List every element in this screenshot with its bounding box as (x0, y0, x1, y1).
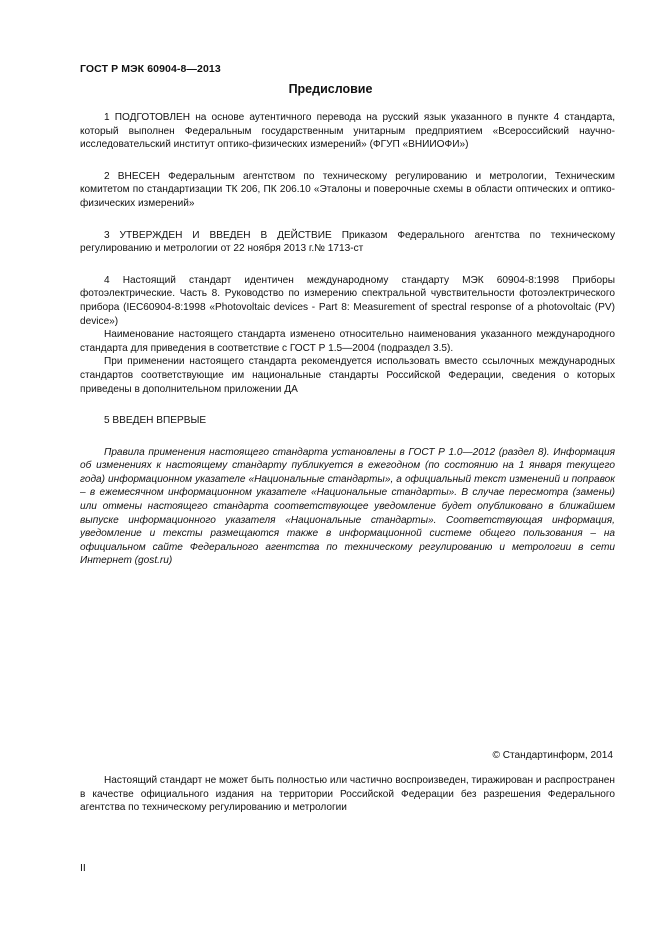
copyright-line: © Стандартинформ, 2014 (492, 750, 613, 761)
paragraph-references: При применении настоящего стандарта рекомендуется использовать вместо ссылочных международных стандартов соответствующие им национальные стандарты Российской Федерации, сведения о которых приведены в дополнительном приложении ДА (80, 356, 615, 395)
copyright-notice-text: Настоящий стандарт не может быть полностью или частично воспроизведен, тиражирован и распространен в качестве официального издания на территории Российской Федерации без разрешения Федерального агентства по техническому регулированию и метрологии (80, 775, 615, 814)
paragraph-first-introduced: 5 ВВЕДЕН ВПЕРВЫЕ (104, 415, 207, 427)
standard-code: ГОСТ Р МЭК 60904-8—2013 (80, 63, 221, 75)
paragraph-introduced: 2 ВНЕСЕН Федеральным агентством по техническому регулированию и метрологии, Техническим комитетом по стандартизации ТК 206, ПК 206.10 «Эталоны и поверочные схемы в области оптических и оптико-физических измерений» (80, 170, 615, 209)
page-number: II (80, 862, 86, 874)
paragraph-rules: Правила применения настоящего стандарта установлены в ГОСТ Р 1.0—2012 (раздел 8). Информация об изменениях к настоящему стандарту публикуется в ежегодном (по состоянию на 1 января текущего года) информационном указателе «Национальные стандарты», а официальный текст изменений и поправок – в ежемесячном информационном указателе «Национальные стандарты». В случае пересмотра (замены) или отмены настоящего стандарта соответствующее уведомление будет опубликовано в ближайшем выпуске информационного указателя «Национальные стандарты». Соответствующая информация, уведомление и тексты размещаются также в информационной системе общего пользования – на официальном сайте Федерального агентства по техническому регулированию и метрологии в сети Интернет (gost.ru) (80, 446, 615, 567)
paragraph-prepared: 1 ПОДГОТОВЛЕН на основе аутентичного перевода на русский язык указанного в пункте 4 стандарта, который выполнен Федеральным государственным унитарным предприятием «Всероссийский научно-исследовательский институт оптико-физических измерений» (ФГУП «ВНИИОФИ») (80, 112, 615, 151)
paragraph-name-changed: Наименование настоящего стандарта изменено относительно наименования указанного международного стандарта для приведения в соответствие с ГОСТ Р 1.5—2004 (подраздел 3.5). (80, 329, 615, 354)
paragraph-identical: 4 Настоящий стандарт идентичен международному стандарту МЭК 60904-8:1998 Приборы фотоэлектрические. Часть 8. Руководство по измерению спектральной чувствительности фотоэлектрического прибора (IEC60904-8:1998 «Photovoltaic devices - Part 8: Measurement of spectral response of a photovoltaic (PV) device») (80, 274, 615, 327)
page-title: Предисловие (288, 82, 373, 96)
paragraph-approved: 3 УТВЕРЖДЕН И ВВЕДЕН В ДЕЙСТВИЕ Приказом Федерального агентства по техническому регулированию и метрологии от 22 ноября 2013 г.№ 1713-ст (80, 229, 615, 255)
copyright-notice (80, 774, 615, 815)
foreword-body (80, 111, 615, 568)
